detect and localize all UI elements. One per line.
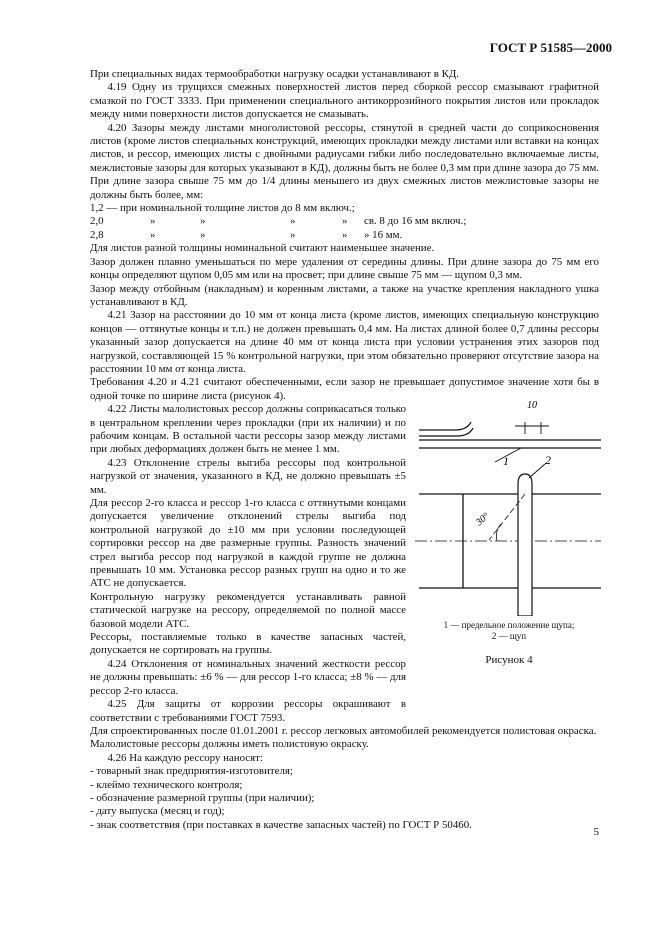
paragraph: Рессоры, поставляемые только в качестве запасных частей, допускается не сортировать на группы.: [90, 631, 406, 657]
paragraph-4-26: 4.26 На каждую рессору наносят:: [107, 751, 263, 764]
caption-line-2: [418, 631, 600, 642]
table-cell: » 16 мм.: [364, 228, 403, 241]
paragraph: Контрольную нагрузку рекомендуется устанавливать равной статической нагрузке на рессору, определяемой по полной массе базовой модели АТС.: [90, 590, 406, 630]
paragraph-4-25: 4.25 Для защиты от коррозии рессоры окрашивают в соответствии с требованиями ГОСТ 7593.: [90, 698, 406, 724]
table-cell: »: [342, 228, 348, 241]
table-cell: 2,0: [90, 215, 104, 228]
paragraph-4-20: 4.20 Зазоры между листами многолистовой рессоры, стянутой в средней части до соприкосновения листов (кроме листов специальных конструкций, имеющих прокладки между листами или вставки на концах листов, и рессор, имеющих листы с двойными радиусами гибки либо последовательно включаемые листы, межлистовые зазоры для которых указывают в КД), должны быть не более 0,3 мм при длине зазора до 75 мм. При длине зазора свыше 75 мм до 1/4 длины меньшего из двух смежных листов межлистовые зазоры не должны быть более, мм:: [90, 121, 599, 201]
figure-4: [415, 344, 601, 621]
table-row: [90, 202, 599, 215]
left-column: [90, 403, 406, 725]
table-row: [90, 229, 599, 242]
caption-num: 1: [443, 620, 449, 630]
paragraph: Зазор должен плавно уменьшаться по мере удаления от середины длины. При длине зазора до 75 мм его концы определяют щупом 0,05 мм или на просвет; при длине свыше 75 мм — щупом 0,3 мм.: [90, 255, 599, 282]
list-item: - клеймо технического контроля;: [90, 779, 599, 792]
paragraph: Для рессор 2-го класса и рессор 1-го класса с оттянутыми концами допускается увеличение отклонений стрелы выгиба под контрольной нагрузкой до ±10 мм при условии последующей сортировки рессор на две размерные группы. Разность значений стрел выгиба рессор под нагрузкой в каждой группе не должна превышать 10 мм. Установка рессор разных групп на одно и то же АТС не допускается.: [90, 497, 406, 590]
table-cell: »: [200, 228, 206, 241]
table-cell: »: [150, 228, 156, 241]
leaf-side-view: [419, 422, 601, 448]
angle-label: 30°: [473, 510, 492, 529]
paragraph-4-23: 4.23 Отклонение стрелы выгиба рессоры под контрольной нагрузкой от значения, указанного в КД, не должно превышать ±5 мм.: [90, 456, 406, 496]
paragraph: Малолистовые рессоры должны иметь полистовую окраску.: [90, 738, 369, 751]
dim-label: 10: [527, 400, 537, 411]
caption-line-1: [418, 620, 600, 631]
table-cell: »: [290, 215, 296, 228]
fig-label-1: 1: [503, 454, 509, 468]
paragraph-4-22: 4.22 Листы малолистовых рессор должны соприкасаться только в центральном креплении через прокладки (при их наличии) и по рабочим концам. В остальной части рессоры зазор между листами при любых деформациях должен быть не менее 1 мм.: [90, 403, 406, 456]
table-cell: 2,8: [90, 228, 104, 241]
caption-text: — щуп: [498, 631, 527, 641]
angle-arc: [497, 524, 502, 541]
list-item: - товарный знак предприятия-изготовителя;: [90, 765, 599, 778]
paragraph-4-21: 4.21 Зазор на расстоянии до 10 мм от конца листа (кроме листов, имеющих специальную конструкцию концов — оттянутые концы и т.п.) не должен превышать 0,4 мм. На листах длиной более 0,7 длины рессоры указанный зазор допускается на длине 40 мм от конца листа при условии устранения этих зазоров под нагрузкой, составляющей 15 % контрольной нагрузки, при этом обязательно проверяют отсутствие зазора на расстоянии 10 мм от конца листа.: [90, 309, 599, 375]
list-item: - дату выпуска (месяц и год);: [90, 805, 599, 818]
page-number: 5: [593, 826, 599, 838]
document-header: ГОСТ Р 51585—2000: [489, 40, 612, 55]
marking-list: [90, 765, 599, 832]
caption-text: — предельное положение щупа;: [450, 620, 575, 630]
fig-label-2: 2: [545, 453, 551, 467]
gap-table: [90, 202, 599, 242]
figure-title: Рисунок 4: [485, 654, 533, 666]
paragraph-4-24: 4.24 Отклонения от номинальных значений жесткости рессор не должны превышать: ±6 % — для рессор 1-го класса; ±8 % — для рессор 2-го класса.: [90, 657, 406, 697]
table-cell: »: [150, 215, 156, 228]
table-cell: »: [200, 215, 206, 228]
paragraph-4-19: 4.19 Одну из трущихся смежных поверхностей листов перед сборкой рессор смазывают графитной смазкой по ГОСТ 3333. При применении специального антикоррозийного покрытия листов или прокладок между ними поверхности листов допускается не смазывать.: [90, 81, 599, 121]
paragraph: При специальных видах термообработки нагрузку осадки устанавливают в КД.: [90, 68, 459, 80]
list-item: - знак соответствия (при поставках в качестве запасных частей) по ГОСТ Р 50460.: [90, 819, 599, 832]
paragraph: Для спроектированных после 01.01.2001 г. рессор легковых автомобилей рекомендуется полистовая окраска.: [90, 724, 597, 737]
leader-2: [529, 464, 545, 478]
table-cell: »: [290, 228, 296, 241]
table-cell: »: [342, 215, 348, 228]
paragraph: Для листов разной толщины номинальной считают наименьшее значение.: [90, 242, 435, 255]
figure-drawing: [415, 344, 601, 616]
feeler-gauge: [518, 474, 532, 616]
table-row: [90, 215, 599, 228]
caption-num: 2: [491, 631, 497, 641]
table-cell: св. 8 до 16 мм включ.;: [364, 215, 467, 228]
dimension-10: [515, 422, 549, 434]
paragraph: Требования 4.20 и 4.21 считают обеспеченными, если зазор не превышает допустимое значение хотя бы в одной точке по ширине листа (рисунок 4).: [90, 376, 599, 402]
list-item: - обозначение размерной группы (при наличии);: [90, 792, 599, 805]
table-cell: 1,2 — при номинальной толщине листов до 8 мм включ.;: [90, 202, 355, 215]
paragraph: Зазор между отбойным (накладным) и коренным листами, а также на участке крепления накладного ушка устанавливают в КД.: [90, 282, 599, 308]
figure-caption: [418, 620, 600, 642]
